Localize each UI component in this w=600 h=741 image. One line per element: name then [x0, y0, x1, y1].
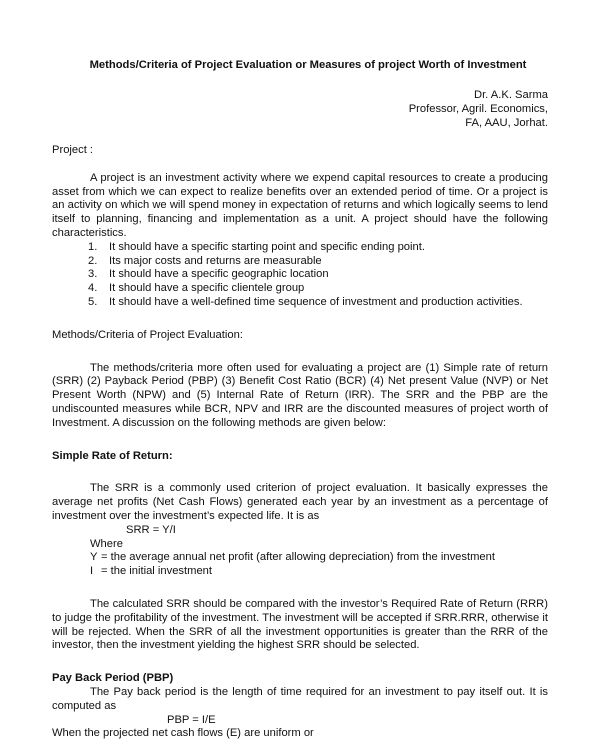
- list-item: [88, 255, 548, 269]
- srr-paragraph: The SRR is a commonly used criterion of project evaluation. It basically expresses the average net profits (Net Cash Flows) generated each year by an investment as a percentage of investment over the investment’s expected life. It is as: [52, 482, 548, 522]
- project-paragraph: A project is an investment activity where we expend capital resources to create a producing asset from which we can expect to realize benefits over an extended period of time. Or a project is an activity on which we will spend money in expectation of returns and which logically seems to lend itself to planning, financing and implementation as a unit. A project should have the following characteristics.: [52, 171, 548, 239]
- author-affiliation: FA, AAU, Jorhat.: [465, 117, 548, 129]
- definition-symbol: I: [90, 565, 94, 578]
- characteristics-list: [52, 241, 548, 310]
- definition-text: = the average annual net profit (after allowing depreciation) from the investment: [101, 551, 495, 564]
- list-item: [88, 241, 548, 255]
- definition-symbol: Y: [90, 551, 98, 564]
- list-item-text: Its major costs and returns are measurable: [109, 254, 322, 267]
- list-item-text: It should have a specific clientele group: [109, 282, 305, 295]
- document-page: [52, 58, 548, 741]
- list-item-text: It should have a specific starting point and specific ending point.: [109, 240, 425, 253]
- list-item-number: 5.: [88, 295, 98, 308]
- list-item: [88, 296, 548, 310]
- author-position: Professor, Agril. Economics,: [408, 103, 548, 115]
- definition-row: [52, 551, 548, 565]
- definition-row: [52, 565, 548, 579]
- document-title: Methods/Criteria of Project Evaluation or Measures of project Worth of Investment: [89, 59, 527, 71]
- author-name: Dr. A.K. Sarma: [474, 89, 548, 101]
- list-item: [88, 268, 548, 282]
- list-item-text: It should have a well-defined time sequence of investment and production activities.: [109, 295, 523, 308]
- project-heading: Project :: [52, 144, 94, 156]
- pbp-note: When the projected net cash flows (E) are uniform or: [52, 727, 314, 740]
- list-item-number: 3.: [88, 268, 98, 281]
- pbp-formula: PBP = I/E: [167, 713, 216, 726]
- list-item-number: 4.: [88, 282, 98, 295]
- list-item: [88, 282, 548, 296]
- pbp-heading: Pay Back Period (PBP): [52, 672, 174, 685]
- author-block: [52, 88, 548, 130]
- where-label: Where: [90, 537, 123, 550]
- srr-formula: SRR = Y/I: [126, 523, 176, 536]
- list-item-text: It should have a specific geographic location: [109, 268, 329, 281]
- definition-text: = the initial investment: [101, 565, 213, 578]
- list-item-number: 2.: [88, 254, 98, 267]
- srr-comparison-paragraph: The calculated SRR should be compared with the investor’s Required Rate of Return (RRR) to judge the profitability of the investment. The investment will be accepted if SRR.RRR, otherwise it will be rejected. When the SRR of all the investment opportunities is greater than the RRR of the investor, then the investment yielding the highest SRR should be selected.: [52, 597, 548, 652]
- methods-paragraph: The methods/criteria more often used for evaluating a project are (1) Simple rate of return (SRR) (2) Payback Period (PBP) (3) Benefit Cost Ratio (BCR) (4) Net present Value (NVP) or Net Present Worth (NPW) and (5) Internal Rate of Return (IRR). The SRR and the PBP are the undiscounted measures while BCR, NPV and IRR are the discounted measures of project worth of Investment. A discussion on the following methods are given below:: [52, 361, 548, 429]
- srr-heading: Simple Rate of Return:: [52, 449, 173, 462]
- pbp-paragraph: The Pay back period is the length of time required for an investment to pay itself out. It is computed as: [52, 685, 548, 712]
- methods-heading: Methods/Criteria of Project Evaluation:: [52, 328, 243, 341]
- list-item-number: 1.: [88, 240, 98, 253]
